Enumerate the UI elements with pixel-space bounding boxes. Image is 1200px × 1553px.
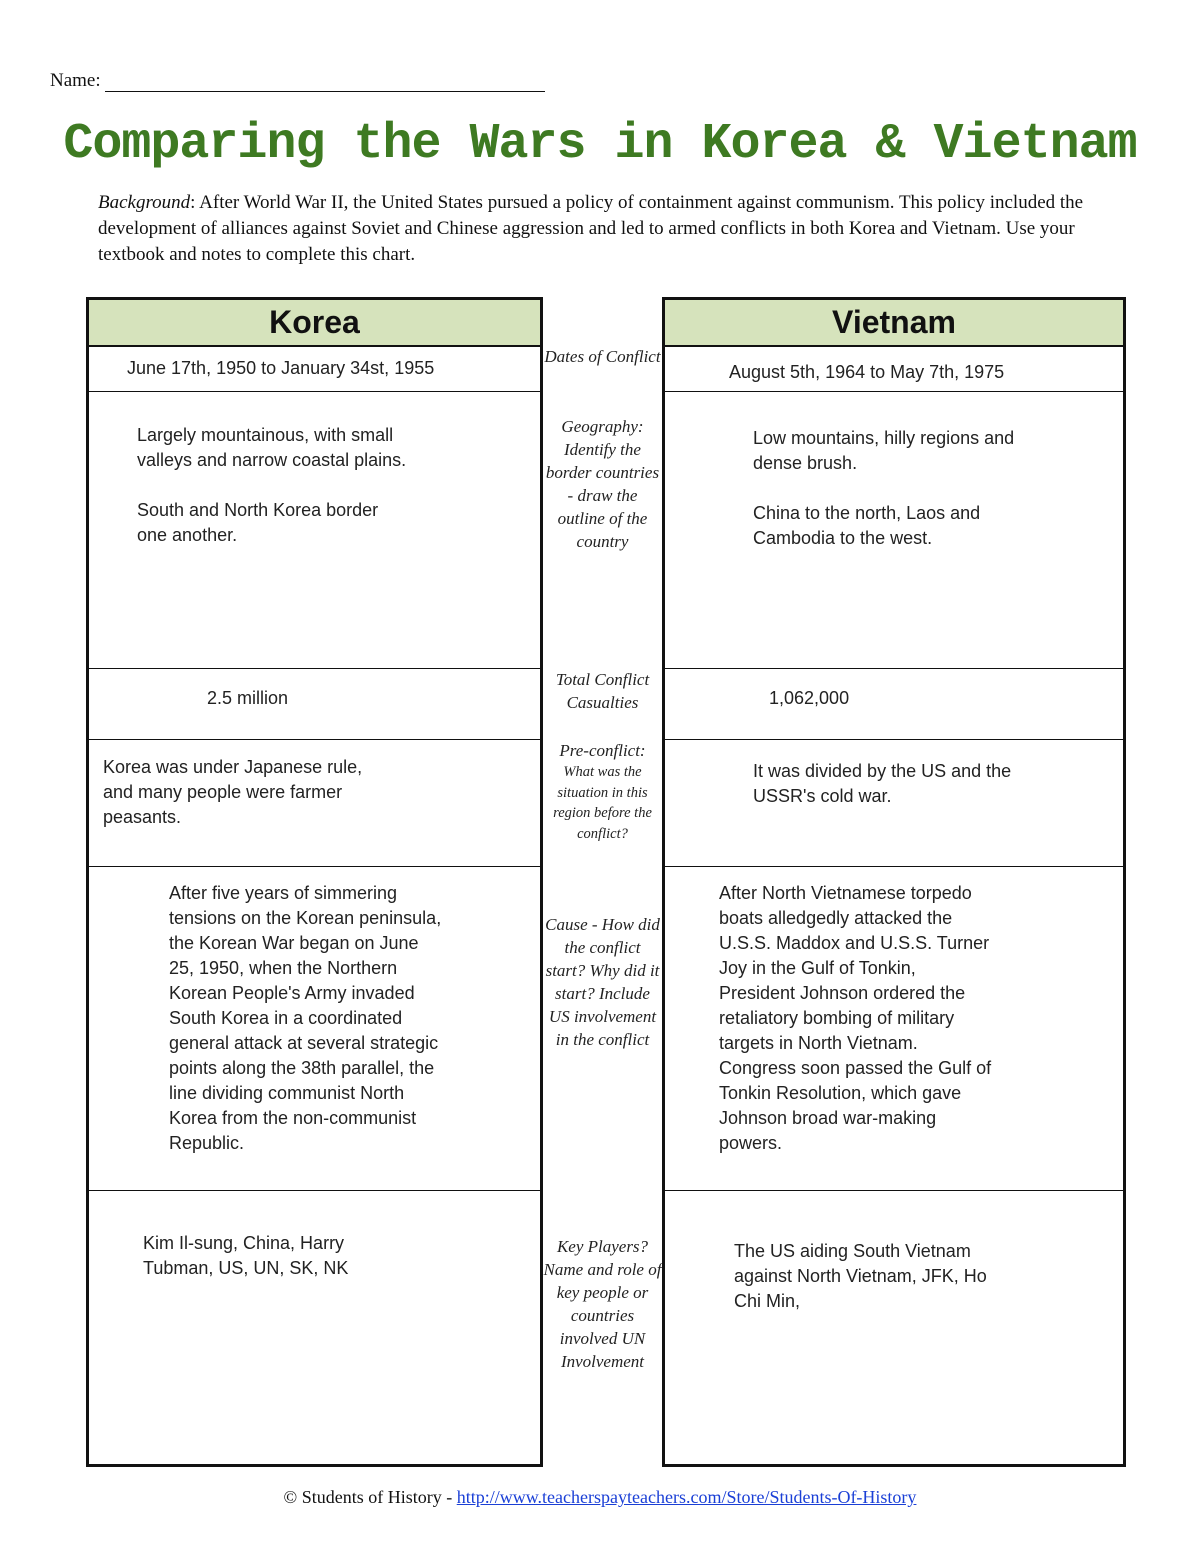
footer-store-link[interactable]: http://www.teacherspayteachers.com/Store/Students-Of-History	[456, 1487, 917, 1507]
name-label: Name:	[50, 70, 101, 91]
korea-dates: June 17th, 1950 to January 34st, 1955	[127, 358, 435, 378]
name-blank-line[interactable]	[105, 73, 545, 92]
vietnam-preconflict-cell[interactable]	[665, 740, 1123, 867]
korea-cause: After five years of simmering tensions on the Korean peninsula, the Korean War began on June 25, 1950, when the Northern Korean People's Army invaded South Korea in a coordinated general attack at several strategic points along the 38th parallel, the line dividing communist North Korea from the non-communist Republic.	[169, 883, 442, 1153]
vietnam-header: Vietnam	[665, 300, 1123, 347]
vietnam-players: The US aiding South Vietnam against North Vietnam, JFK, Ho Chi Min,	[734, 1241, 987, 1311]
vietnam-geography-cell[interactable]	[665, 392, 1123, 669]
vietnam-dates-cell[interactable]	[665, 345, 1123, 392]
vietnam-column	[662, 297, 1126, 1467]
korea-casualties-cell[interactable]	[89, 669, 540, 740]
footer	[0, 1487, 1200, 1508]
background-text: : After World War II, the United States pursued a policy of containment against communism. This policy included the development of alliances against Soviet and Chinese aggression and led to armed conflicts in both Korea and Vietnam. Use your textbook and notes to complete this chart.	[98, 192, 1084, 265]
korea-header: Korea	[89, 300, 540, 347]
korea-geography: Largely mountainous, with small valleys and narrow coastal plains. South and North Korea border one another.	[137, 425, 407, 545]
korea-geography-cell[interactable]	[89, 392, 540, 669]
korea-column	[86, 297, 543, 1467]
vietnam-casualties-cell[interactable]	[665, 669, 1123, 740]
korea-dates-cell[interactable]	[89, 345, 540, 392]
row-label-cause: Cause - How did the conflict start? Why did it start? Include US involvement in the conflict	[545, 915, 660, 1049]
korea-casualties: 2.5 million	[207, 688, 289, 708]
vietnam-cause-cell[interactable]	[665, 867, 1123, 1191]
footer-credit: © Students of History -	[283, 1487, 457, 1507]
row-label-preconflict-sub: What was the situation in this region before the conflict?	[553, 764, 652, 842]
background-paragraph	[98, 190, 1118, 268]
korea-players-cell[interactable]	[89, 1191, 540, 1464]
row-label-casualties: Total Conflict Casualties	[555, 670, 650, 712]
row-label-players: Key Players? Name and role of key people or countries involved UN Involvement	[543, 1237, 662, 1371]
row-label-dates: Dates of Conflict	[544, 347, 661, 366]
background-label: Background	[98, 192, 191, 213]
row-label-geography: Geography: Identify the border countries - draw the outline of the country	[545, 417, 660, 551]
korea-preconflict-cell[interactable]	[89, 740, 540, 867]
vietnam-casualties: 1,062,000	[769, 688, 850, 708]
vietnam-dates: August 5th, 1964 to May 7th, 1975	[729, 362, 1005, 382]
row-label-preconflict-title: Pre-conflict:	[559, 741, 646, 760]
korea-preconflict: Korea was under Japanese rule, and many people were farmer peasants.	[103, 757, 363, 827]
vietnam-geography: Low mountains, hilly regions and dense brush. China to the north, Laos and Cambodia to the west.	[753, 428, 1015, 548]
vietnam-cause: After North Vietnamese torpedo boats alledgedly attacked the U.S.S. Maddox and U.S.S. Turner Joy in the Gulf of Tonkin, President Johnson ordered the retaliatory bombing of military targets in North Vietnam. Congress soon passed the Gulf of Tonkin Resolution, which gave Johnson broad war-making powers.	[719, 883, 992, 1153]
korea-cause-cell[interactable]	[89, 867, 540, 1191]
page-title: Comparing the Wars in Korea & Vietnam	[63, 116, 1137, 173]
vietnam-preconflict: It was divided by the US and the USSR's cold war.	[753, 761, 1012, 806]
korea-players: Kim Il-sung, China, Harry Tubman, US, UN, SK, NK	[143, 1233, 349, 1278]
name-field[interactable]	[50, 70, 545, 92]
vietnam-players-cell[interactable]	[665, 1191, 1123, 1464]
